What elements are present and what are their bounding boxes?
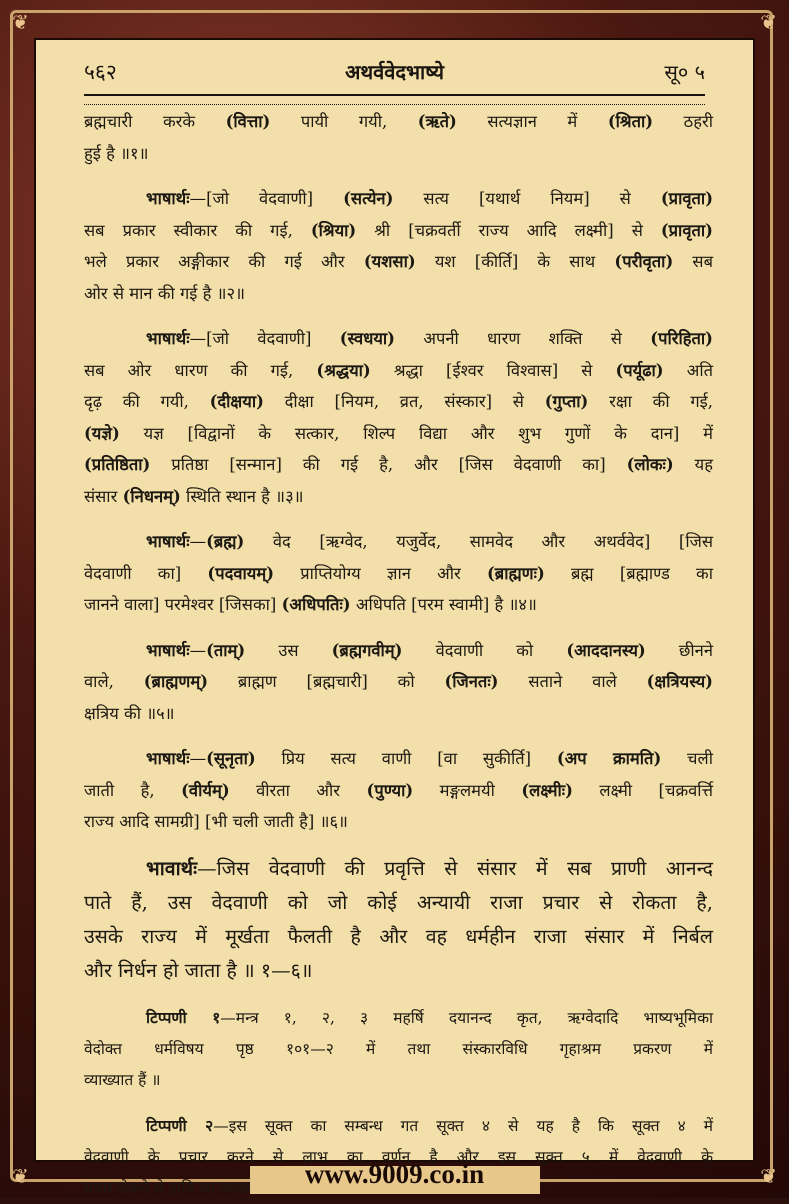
running-title: अथर्ववेदभाष्ये (70, 58, 719, 85)
text-line: वेदवाणी के प्रचार करने से लाभ का वर्णन है और इस सूक्त ५ में वेदवाणी के (84, 1142, 713, 1173)
paragraph-gap (84, 309, 713, 323)
text-line: भावार्थः—जिस वेदवाणी की प्रवृत्ति से संसार में सब प्राणी आनन्द (84, 852, 713, 886)
text-line: सब ओर धारण की गई, (श्रद्धया) श्रद्धा [ईश्वर विश्वास] से (पर्यूढा) अति (84, 355, 713, 387)
footer-url[interactable]: www.9009.co.in (0, 1159, 789, 1190)
text-line: भाषार्थः—(सूनृता) प्रिय सत्य वाणी [वा सुकीर्ति] (अप क्रामति) चली (84, 743, 713, 775)
text-line: भाषार्थः—(ताम्) उस (ब्रह्मगवीम्) वेदवाणी को (आददानस्य) छीनने (84, 635, 713, 667)
text-line: टिप्पणी २—इस सूक्त का सम्बन्ध गत सूक्त ४ से यह है कि सूक्त ४ में (84, 1110, 713, 1142)
text-line: पाते हैं, उस वेदवाणी को जो कोई अन्यायी राजा प्रचार से रोकता है, (84, 886, 713, 920)
text-line: ओर से मान की गई है ॥२॥ (84, 278, 713, 310)
paragraph-gap (84, 621, 713, 635)
text-line: उसके राज्य में मूर्खता फैलती है और वह धर्महीन राजा संसार में निर्बल (84, 920, 713, 954)
text-line: सब प्रकार स्वीकार की गई, (श्रिया) श्री [चक्रवर्ती राज्य आदि लक्ष्मी] से (प्रावृता) (84, 215, 713, 247)
text-line: जानने वाला] परमेश्वर [जिसका] (अधिपतिः) अधिपति [परम स्वामी] है ॥४॥ (84, 589, 713, 621)
text-line: वेदोक्त धर्मविषय पृष्ठ १०१—२ में तथा संस्कारविधि गृहाश्रम प्रकरण में (84, 1034, 713, 1065)
corner-ornament-icon: ❦ (12, 1166, 29, 1186)
text-line: (यज्ञे) यज्ञ [विद्वानों के सत्कार, शिल्प विद्या और शुभ गुणों के दान] में (84, 418, 713, 450)
paragraph (84, 852, 713, 988)
paragraph (84, 1002, 713, 1096)
text-line: भाषार्थः—[जो वेदवाणी] (स्वधया) अपनी धारण शक्ति से (परिहिता) (84, 323, 713, 355)
text-line: (प्रतिष्ठिता) प्रतिष्ठा [सन्मान] की गई है, और [जिस वेदवाणी का] (लोकः) यह (84, 449, 713, 481)
paragraph (84, 635, 713, 730)
paragraph-gap (84, 838, 713, 852)
text-line: जाती है, (वीर्यम्) वीरता और (पुण्या) मङ्गलमयी (लक्ष्मीः) लक्ष्मी [चक्रवर्त्ति (84, 775, 713, 807)
paragraph (84, 183, 713, 309)
text-line: ब्रह्मचारी करके (वित्ता) पायी गयी, (ऋते) सत्यज्ञान में (श्रिता) ठहरी (84, 106, 713, 138)
text-line: टिप्पणी १—मन्त्र १, २, ३ महर्षि दयानन्द कृत, ऋग्वेदादि भाष्यभूमिका (84, 1002, 713, 1034)
paragraph-gap (84, 512, 713, 526)
paragraph (84, 323, 713, 512)
scanned-page (34, 38, 755, 1162)
header-rule (84, 94, 705, 105)
paragraph-gap (84, 1096, 713, 1110)
corner-ornament-icon: ❦ (760, 12, 777, 32)
text-line: वाले, (ब्राह्मणम्) ब्राह्मण [ब्रह्मचारी] को (जिनतः) सताने वाले (क्षत्रियस्य) (84, 666, 713, 698)
text-line: भाषार्थः—[जो वेदवाणी] (सत्येन) सत्य [यथार्थ नियम] से (प्रावृता) (84, 183, 713, 215)
text-line: प्रचार रोकने से हानि का व्याख्यान है । (84, 1173, 713, 1204)
text-line: भाषार्थः—(ब्रह्म) वेद [ऋग्वेद, यजुर्वेद, सामवेद और अथर्ववेद] [जिस (84, 526, 713, 558)
paragraph (84, 526, 713, 621)
text-line: हुई है ॥१॥ (84, 138, 713, 170)
paragraph-gap (84, 988, 713, 1002)
text-line: व्याख्यात हैं ॥ (84, 1065, 713, 1096)
paragraph-gap (84, 729, 713, 743)
paragraph (84, 743, 713, 838)
text-line: संसार (निधनम्) स्थिति स्थान है ॥३॥ (84, 481, 713, 513)
text-line: और निर्धन हो जाता है ॥ १—६॥ (84, 954, 713, 988)
text-line: क्षत्रिय की ॥५॥ (84, 698, 713, 730)
page-header (70, 54, 719, 90)
page-number: ५६२ (84, 58, 117, 86)
text-line: दृढ़ की गयी, (दीक्षया) दीक्षा [नियम, व्रत, संस्कार] से (गुप्ता) रक्षा की गई, (84, 386, 713, 418)
text-line: राज्य आदि सामग्री] [भी चली जाती है] ॥६॥ (84, 806, 713, 838)
section-label: सू० ५ (664, 58, 705, 85)
paragraph-gap (84, 169, 713, 183)
corner-ornament-icon: ❦ (760, 1166, 777, 1186)
page-body (84, 106, 713, 1204)
text-line: वेदवाणी का] (पदवायम्) प्राप्तियोग्य ज्ञान और (ब्राह्मणः) ब्रह्म [ब्रह्माण्ड का (84, 558, 713, 590)
paragraph (84, 106, 713, 169)
corner-ornament-icon: ❦ (12, 12, 29, 32)
text-line: भले प्रकार अङ्गीकार की गई और (यशसा) यश [कीर्ति] के साथ (परीवृता) सब (84, 246, 713, 278)
